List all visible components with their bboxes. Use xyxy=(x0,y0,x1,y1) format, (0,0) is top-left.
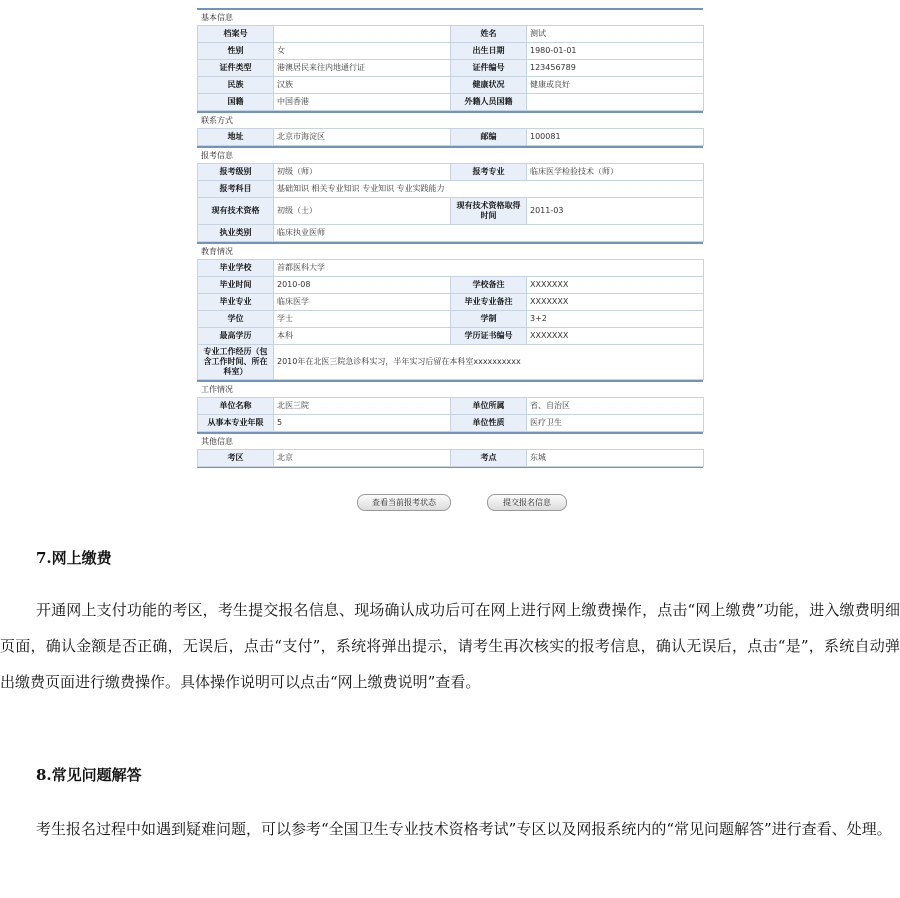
field-value: 医疗卫生 xyxy=(527,415,704,432)
field-value: 临床医学 xyxy=(274,294,451,311)
exam-table xyxy=(197,163,704,242)
table-row xyxy=(198,77,704,94)
heading-online-payment: 7.网上缴费 xyxy=(36,549,112,567)
section-title-contact: 联系方式 xyxy=(197,111,703,128)
field-value: 初级（士） xyxy=(274,198,451,225)
form-bottom-divider xyxy=(197,467,703,468)
table-row xyxy=(198,260,704,277)
table-row xyxy=(198,43,704,60)
field-label: 地址 xyxy=(198,129,274,146)
field-value: XXXXXXX xyxy=(527,328,704,345)
field-value: 港澳居民来往内地通行证 xyxy=(274,60,451,77)
table-row xyxy=(198,181,704,198)
work-table xyxy=(197,397,704,432)
table-row xyxy=(198,294,704,311)
field-label: 民族 xyxy=(198,77,274,94)
field-label: 健康状况 xyxy=(451,77,527,94)
field-label: 邮编 xyxy=(451,129,527,146)
field-value: 2010-08 xyxy=(274,277,451,294)
form-button-row xyxy=(197,492,703,512)
field-value: 初级（师） xyxy=(274,164,451,181)
table-row xyxy=(198,398,704,415)
field-value: 123456789 xyxy=(527,60,704,77)
field-label: 证件类型 xyxy=(198,60,274,77)
field-label: 姓名 xyxy=(451,26,527,43)
field-label: 毕业学校 xyxy=(198,260,274,277)
section-title-exam: 报考信息 xyxy=(197,146,703,163)
field-label: 报考专业 xyxy=(451,164,527,181)
other-table xyxy=(197,449,704,467)
field-label: 现有技术资格 xyxy=(198,198,274,225)
field-label: 毕业专业备注 xyxy=(451,294,527,311)
paragraph-online-payment: 开通网上支付功能的考区，考生提交报名信息、现场确认成功后可在网上进行网上缴费操作，点击“网上缴费”功能，进入缴费明细页面，确认金额是否正确，无误后，点击“支付”，系统将弹出提示，请考生再次核实的报考信息，确认无误后，点击“是”，系统自动弹出缴费页面进行缴费操作。具体操作说明可以点击“网上缴费说明”查看。 xyxy=(0,601,900,691)
table-row xyxy=(198,450,704,467)
field-label: 执业类别 xyxy=(198,225,274,242)
field-label: 毕业时间 xyxy=(198,277,274,294)
field-label: 报考级别 xyxy=(198,164,274,181)
field-value: 首都医科大学 xyxy=(274,260,704,277)
field-value: XXXXXXX xyxy=(527,294,704,311)
field-label: 学历证书编号 xyxy=(451,328,527,345)
field-label: 单位名称 xyxy=(198,398,274,415)
field-label: 学制 xyxy=(451,311,527,328)
paragraph-faq: 考生报名过程中如遇到疑难问题，可以参考“全国卫生专业技术资格考试”专区以及网报系统内的“常见问题解答”进行查看、处理。 xyxy=(36,820,892,838)
table-row xyxy=(198,277,704,294)
field-value xyxy=(527,94,704,111)
table-row xyxy=(198,345,704,380)
field-value: 本科 xyxy=(274,328,451,345)
field-label: 报考科目 xyxy=(198,181,274,198)
field-label: 单位所属 xyxy=(451,398,527,415)
table-row xyxy=(198,164,704,181)
field-value: 临床执业医师 xyxy=(274,225,704,242)
section-title-basic: 基本信息 xyxy=(197,8,703,25)
field-label: 证件编号 xyxy=(451,60,527,77)
section-title-edu: 教育情况 xyxy=(197,242,703,259)
field-label: 性别 xyxy=(198,43,274,60)
field-value: 北京市海淀区 xyxy=(274,129,451,146)
field-label: 从事本专业年限 xyxy=(198,415,274,432)
field-value: 中国香港 xyxy=(274,94,451,111)
section-title-work: 工作情况 xyxy=(197,380,703,397)
field-value: XXXXXXX xyxy=(527,277,704,294)
field-value: 2010年在北医三院急诊科实习，半年实习后留在本科室xxxxxxxxxx xyxy=(274,345,704,380)
field-value: 北医三院 xyxy=(274,398,451,415)
field-value: 健康或良好 xyxy=(527,77,704,94)
field-label: 考区 xyxy=(198,450,274,467)
table-row xyxy=(198,60,704,77)
field-value: 北京 xyxy=(274,450,451,467)
field-label: 专业工作经历（包含工作时间、所在科室） xyxy=(198,345,274,380)
field-value: 1980-01-01 xyxy=(527,43,704,60)
field-label: 出生日期 xyxy=(451,43,527,60)
field-value: 省、自治区 xyxy=(527,398,704,415)
table-row xyxy=(198,94,704,111)
field-value: 东城 xyxy=(527,450,704,467)
field-value: 基础知识 相关专业知识 专业知识 专业实践能力 xyxy=(274,181,704,198)
table-row xyxy=(198,311,704,328)
field-value: 5 xyxy=(274,415,451,432)
field-label: 单位性质 xyxy=(451,415,527,432)
submit-button[interactable]: 提交报名信息 xyxy=(487,494,567,511)
education-table xyxy=(197,259,704,380)
field-value: 测试 xyxy=(527,26,704,43)
table-row xyxy=(198,129,704,146)
field-label: 考点 xyxy=(451,450,527,467)
table-row xyxy=(198,415,704,432)
field-label: 毕业专业 xyxy=(198,294,274,311)
field-value: 汉族 xyxy=(274,77,451,94)
field-label: 现有技术资格取得时间 xyxy=(451,198,527,225)
field-value xyxy=(274,26,451,43)
field-label: 国籍 xyxy=(198,94,274,111)
contact-table xyxy=(197,128,704,146)
field-label: 最高学历 xyxy=(198,328,274,345)
basic-info-table xyxy=(197,25,704,111)
field-value: 女 xyxy=(274,43,451,60)
heading-faq: 8.常见问题解答 xyxy=(36,766,142,784)
field-value: 临床医学检验技术（师） xyxy=(527,164,704,181)
registration-form xyxy=(197,8,703,468)
table-row xyxy=(198,26,704,43)
field-label: 档案号 xyxy=(198,26,274,43)
table-row xyxy=(198,198,704,225)
table-row xyxy=(198,225,704,242)
field-value: 3+2 xyxy=(527,311,704,328)
field-label: 学校备注 xyxy=(451,277,527,294)
field-value: 2011-03 xyxy=(527,198,704,225)
field-value: 100081 xyxy=(527,129,704,146)
view-status-button[interactable]: 查看当前报考状态 xyxy=(357,494,451,511)
field-label: 外籍人员国籍 xyxy=(451,94,527,111)
field-value: 学士 xyxy=(274,311,451,328)
section-title-other: 其他信息 xyxy=(197,432,703,449)
table-row xyxy=(198,328,704,345)
field-label: 学位 xyxy=(198,311,274,328)
